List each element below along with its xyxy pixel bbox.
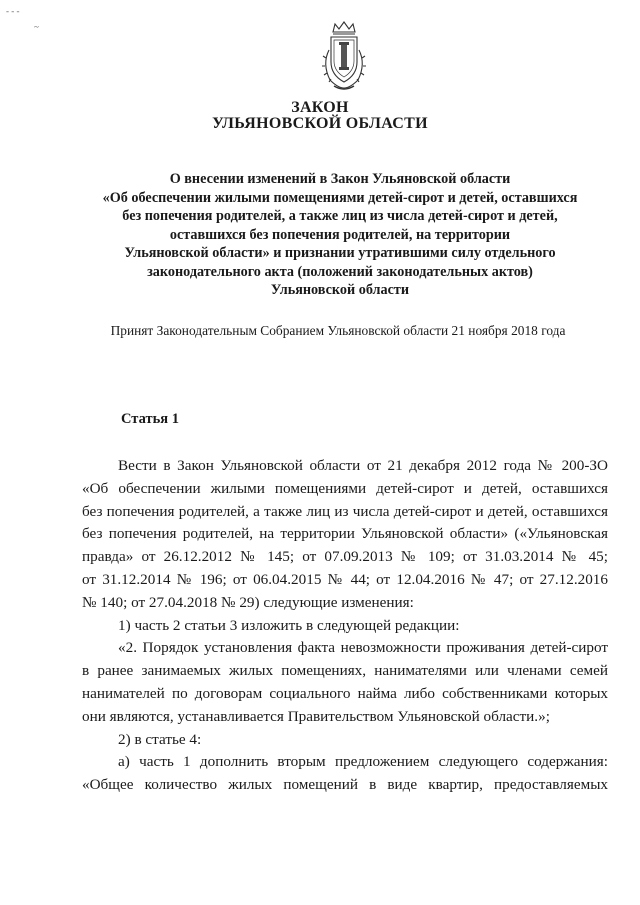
scan-mark: - - - [6, 6, 20, 16]
scan-mark: ~ [34, 22, 39, 32]
law-title-line: Ульяновской области» и признании утратившими силу отдельного [124, 245, 556, 261]
body-line: в ранее занимаемых жилых помещениях, нанимателями или членами семей [82, 662, 608, 680]
body-line: от 31.12.2014 № 196; от 06.04.2015 № 44; от 12.04.2016 № 47; от 27.12.2016 [82, 570, 608, 588]
body-line: Вести в Закон Ульяновской области от 21 декабря 2012 года № 200-ЗО [118, 457, 608, 474]
body-line: «Об обеспечении жилыми помещениями детей-сирот и детей, оставшихся [82, 479, 608, 497]
law-title-line: законодательного акта (положений законодательных актов) [147, 263, 533, 280]
body-line: «Общее количество жилых помещений в виде квартир, предоставляемых [82, 776, 608, 794]
body-line: правда» от 26.12.2012 № 145; от 07.09.2013 № 109; от 31.03.2014 № 45; [82, 548, 608, 566]
adoption-note: Принят Законодательным Собранием Ульяновской области 21 ноября 2018 года [110, 323, 566, 338]
body-line: нанимателей по договорам социального найма либо собственниками которых [82, 684, 608, 702]
body-line: 1) часть 2 статьи 3 изложить в следующей редакции: [118, 616, 460, 634]
article-heading: Статья 1 [121, 411, 179, 427]
law-title [90, 170, 590, 300]
law-heading-line2: УЛЬЯНОВСКОЙ ОБЛАСТИ [212, 115, 428, 132]
body-line: без попечения родителей, а также лиц из числа детей-сирот и детей, оставшихся [82, 502, 608, 520]
body-line: «2. Порядок установления факта невозможности проживания детей-сирот [118, 639, 608, 657]
body-line: без попечения родителей, на территории Ульяновской области» («Ульяновская [82, 525, 608, 543]
body-line: они являются, устанавливается Правительством Ульяновской области.»; [82, 707, 550, 725]
law-title-line: О внесении изменений в Закон Ульяновской области [169, 171, 511, 187]
body-line: а) часть 1 дополнить вторым предложением следующего содержания: [118, 753, 608, 771]
body-line: № 140; от 27.04.2018 № 29) следующие изменения: [82, 593, 414, 611]
body-line: 2) в статье 4: [118, 730, 202, 748]
law-title-line: оставшихся без попечения родителей, на территории [169, 226, 511, 243]
law-title-line: Ульяновской области [270, 282, 410, 298]
coat-of-arms-emblem [316, 20, 372, 94]
law-title-line: без попечения родителей, а также лиц из числа детей-сирот и детей, [122, 208, 558, 224]
law-heading-line1: ЗАКОН [291, 99, 349, 116]
article-body [82, 455, 608, 797]
law-title-line: «Об обеспечении жилыми помещениями детей-сирот и детей, оставшихся [102, 189, 578, 206]
